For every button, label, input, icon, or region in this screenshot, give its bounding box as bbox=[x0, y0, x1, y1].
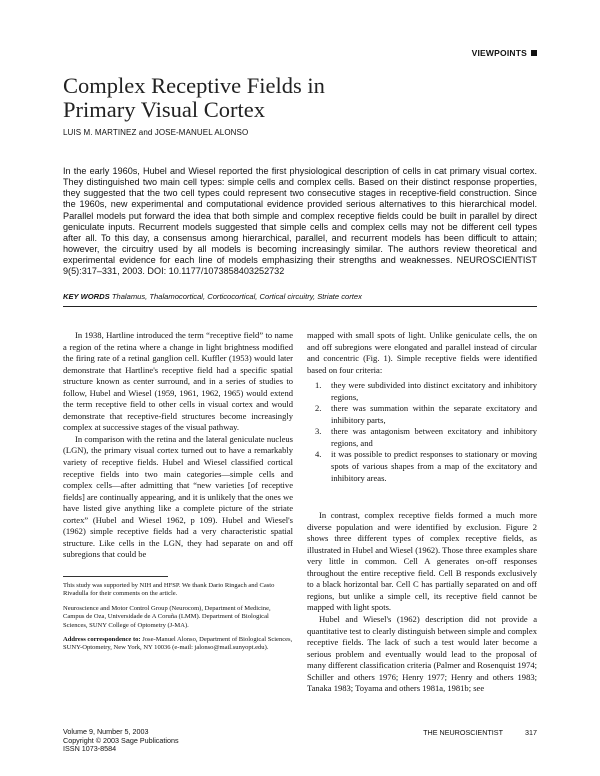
section-label bbox=[472, 48, 537, 58]
section-label-text: VIEWPOINTS bbox=[471, 48, 527, 58]
keywords-label: KEY WORDS bbox=[63, 292, 110, 301]
footnote-affiliation: Neuroscience and Motor Control Group (Neurocom), Department of Medicine, Campus de Oza, Universidade de A Coruña (LMM). Department of Biological Sciences, SUNY College of Optometry (J-MA). bbox=[63, 604, 271, 629]
list-item bbox=[307, 449, 537, 484]
article-authors: LUIS M. MARTINEZ and JOSE-MANUEL ALONSO bbox=[63, 128, 249, 137]
abstract: In the early 1960s, Hubel and Wiesel reported the first physiological description of cells in cat primary visual cortex. They distinguished two main cell types: simple cells and complex cells. Based on their distinct response properties, they suggested that the two cell types could represent two consecutive stages in receptive-field construction. Since the 1960s, new experimental and computational evidence provided serious alternatives to this hierarchical model. Parallel models put forward the idea that both simple and complex receptive fields could be built in parallel by direct geniculate inputs. Recurrent models suggested that simple cells and complex cells may not be different cell types after all. To this day, a consensus among hierarchical, parallel, and recurrent models has been difficult to attain; however, the circuitry used by all models is becoming increasingly similar. The authors review theoretical and experimental evidence for each line of models emphasizing their strengths and weaknesses. NEUROSCIENTIST 9(5):317–331, 2003. DOI: 10.1177/1073858403252732 bbox=[63, 166, 537, 277]
square-icon bbox=[531, 50, 537, 56]
correspondence-text: Jose-Manuel Alonso, Department of Biological Sciences, SUNY-Optometry, New York, NY 10036 (e-mail: jalonso@mail.sunyopt.edu). bbox=[63, 636, 293, 652]
list-item-text: there was summation within the separate excitatory and inhibitory parts, bbox=[331, 403, 537, 425]
list-item-text: there was antagonism between excitatory and inhibitory regions, and bbox=[331, 426, 537, 448]
footer-journal-name: THE NEUROSCIENTIST bbox=[423, 728, 503, 737]
body-paragraph: mapped with small spots of light. Unlike geniculate cells, the on and off subregions were elongated and parallel instead of circular and concentric (Fig. 1). Simple receptive fields were identified based on four criteria: bbox=[307, 330, 537, 375]
article-title bbox=[63, 74, 543, 122]
list-item bbox=[307, 380, 537, 403]
list-item-number: 2. bbox=[315, 403, 322, 414]
list-item-number: 1. bbox=[315, 380, 322, 391]
body-column-right bbox=[307, 330, 537, 695]
body-paragraph: In comparison with the retina and the lateral geniculate nucleus (LGN), the primary visual cortex turned out to have a remarkably variety of receptive fields. Hubel and Wiesel classified cortical receptive fields into two main categories—simple cells and complex cells—after admitting that “new varieties [of receptive fields] are continually appearing, and it is unlikely that the ones we have listed give anything like a complete picture of the striate cortex” (Hubel and Wiesel 1962, p 109). Hubel and Wiesel's (1962) simple receptive fields had a very characteristic spatial structure. Like cells in the LGN, they had separate on and off subregions that could be bbox=[63, 433, 293, 560]
list-item-text: they were subdivided into distinct excitatory and inhibitory regions, bbox=[331, 380, 537, 402]
footer-copyright: Copyright © 2003 Sage Publications bbox=[63, 735, 179, 745]
title-line-1: Complex Receptive Fields in bbox=[63, 73, 325, 98]
list-item bbox=[307, 426, 537, 449]
list-item-number: 4. bbox=[315, 449, 322, 460]
keywords-terms: Thalamus, Thalamocortical, Corticocortical, Cortical circuitry, Striate cortex bbox=[111, 292, 362, 301]
page-number: 317 bbox=[525, 728, 537, 737]
correspondence-label: Address correspondence to: bbox=[63, 636, 141, 644]
keywords bbox=[63, 292, 537, 301]
body-paragraph: In 1938, Hartline introduced the term “receptive field” to name a region of the retina where a change in light brightness modified the firing rate of a retinal ganglion cell. Kuffler (1953) would later demonstrate that Hartline's receptive field had a specific spatial structure known as center surround, and in a series of studies to follow, Hubel and Wiesel (1959, 1961, 1962, 1965) would extend the term receptive field to other cells in visual cortex and would demonstrate that receptive-field structures become increasingly complex at successive stages of the visual pathway. bbox=[63, 330, 293, 433]
footer-issn: ISSN 1073-8584 bbox=[63, 744, 117, 754]
list-item-text: it was possible to predict responses to stationary or moving spots of various shapes from a map of the excitatory and inhibitory areas. bbox=[331, 449, 537, 483]
footnote-correspondence bbox=[63, 636, 293, 653]
list-item bbox=[307, 403, 537, 426]
footer-publication-info bbox=[63, 728, 179, 754]
body-paragraph: In contrast, complex receptive fields formed a much more diverse population and were identified by exclusion. Figure 2 shows three different types of complex receptive fields, as illustrated in Hubel and Wiesel (1962). Those three examples share very little in common. Cell A generates on-off responses throughout the entire receptive field. Cell B responds exclusively to a black horizontal bar. Cell C has partially separated on and off regions, but unlike a simple cell, its receptive field cannot be mapped with light spots. bbox=[307, 510, 537, 613]
body-paragraph: Hubel and Wiesel's (1962) description did not provide a quantitative test to clearly distinguish between simple and complex receptive fields. The lack of such a test would later become a serious problem and eventually would lead to the proposal of many different classification criteria (Palmer and Rosenquist 1974; Schiller and others 1976; Henry 1977; Henry and others 1983; Tanaka 1983; Toyama and others 1981a, 1981b; see bbox=[307, 614, 537, 694]
footnotes bbox=[63, 582, 293, 659]
title-line-2: Primary Visual Cortex bbox=[63, 97, 265, 122]
footnote-support: This study was supported by NIH and HFSP. We thank Dario Ringach and Casto Rivadulla for their comments on the article. bbox=[63, 582, 275, 598]
list-item-number: 3. bbox=[315, 426, 322, 437]
keywords-divider bbox=[63, 306, 537, 307]
footer-volume: Volume 9, Number 5, 2003 bbox=[63, 727, 149, 736]
criteria-list bbox=[307, 380, 537, 484]
body-column-left bbox=[63, 330, 293, 561]
footer-journal bbox=[423, 728, 537, 737]
footnote-divider bbox=[63, 576, 168, 577]
